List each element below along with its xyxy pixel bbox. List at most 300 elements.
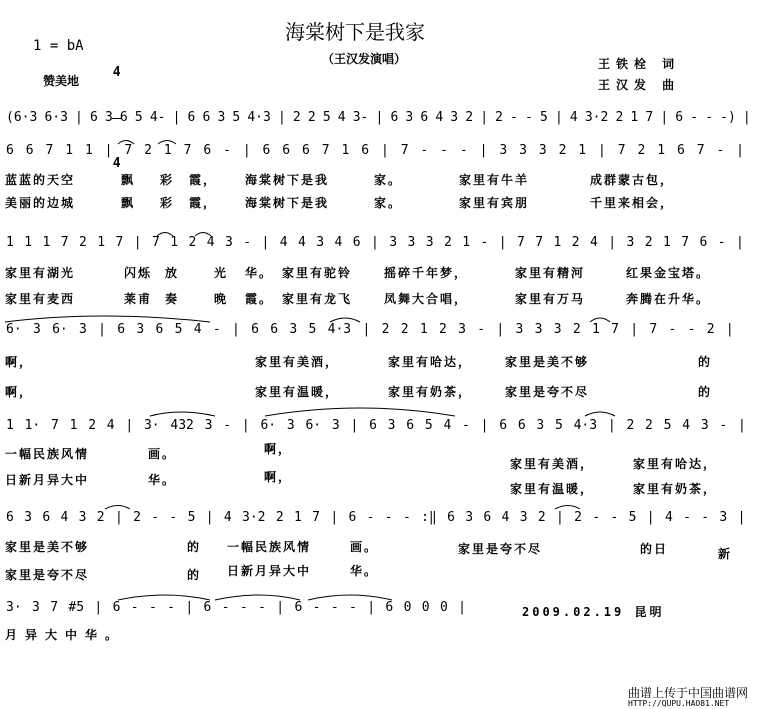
note: 6: [361, 143, 370, 158]
note: 7: [649, 322, 658, 337]
note: -: [221, 600, 230, 615]
lyric: 霞，: [189, 196, 218, 210]
note: 3: [719, 510, 728, 525]
note: 2: [645, 418, 653, 433]
barline: |: [114, 510, 123, 525]
barline: |: [362, 322, 371, 337]
note: 4: [279, 235, 288, 250]
note: 4: [298, 235, 306, 250]
note: 6: [90, 110, 98, 125]
note: 7: [400, 143, 409, 158]
note: 7: [115, 235, 124, 250]
lyric: 凤舞大合唱，: [384, 292, 469, 306]
barline: |: [630, 322, 639, 337]
lyric: 奏: [165, 292, 180, 306]
lyric: 家里有哈达，: [388, 355, 473, 369]
slur: [105, 506, 130, 510]
note: -: [592, 510, 601, 525]
slur: [150, 412, 215, 416]
barline: |: [480, 110, 489, 125]
note: -: [349, 600, 357, 615]
notation-row: [6, 235, 744, 250]
note: 2: [96, 510, 105, 525]
note: 6: [483, 510, 492, 525]
note: 3: [32, 322, 41, 337]
note: 7: [681, 235, 690, 250]
barline: |: [241, 418, 250, 433]
barline: |: [725, 322, 734, 337]
barline: |: [172, 110, 181, 125]
lyric: 海棠树下是我: [245, 196, 330, 210]
note: 3: [536, 418, 545, 433]
lyric: 家。: [374, 196, 403, 210]
note: 6: [25, 143, 34, 158]
note: 3: [700, 418, 709, 433]
note: 2: [188, 235, 197, 250]
note: 1: [97, 235, 106, 250]
notation-row: [6, 322, 734, 337]
note: 3: [626, 235, 635, 250]
lyric: 放: [165, 266, 180, 280]
note: 3: [499, 143, 508, 158]
note: -: [459, 143, 468, 158]
note: -: [683, 510, 691, 525]
note: 1: [163, 143, 172, 158]
note: 4·3: [247, 110, 271, 125]
note: -: [312, 600, 321, 615]
note: 3: [289, 322, 298, 337]
note: 3·: [143, 418, 160, 433]
note: 6·: [52, 322, 68, 337]
notation-row: [6, 143, 744, 158]
note: -: [719, 418, 728, 433]
note: 7: [696, 143, 705, 158]
note: 2: [574, 510, 582, 525]
note: 2: [615, 110, 624, 125]
note: 2: [79, 235, 87, 250]
note: 3: [79, 322, 87, 337]
barline: |: [205, 510, 214, 525]
note: -: [462, 418, 470, 433]
note: 3·2: [242, 510, 266, 525]
note: 4·3: [573, 418, 598, 433]
note: 6·: [305, 418, 322, 433]
note: -: [384, 510, 393, 525]
note: 3: [24, 510, 32, 525]
lyric: 月异大中华。: [5, 628, 126, 642]
note: 6·: [260, 418, 277, 433]
note: 5: [663, 418, 672, 433]
note: 2: [133, 510, 141, 525]
note: 2: [307, 110, 316, 125]
barline: |: [556, 510, 564, 525]
note: 5: [424, 418, 433, 433]
note: 4: [590, 235, 598, 250]
lyric: 家里是夸不尽: [505, 385, 590, 399]
notation-row: [6, 110, 751, 125]
style-marking: 赞美地: [43, 74, 80, 88]
lyric: 家里有麦西: [5, 292, 76, 306]
lyric: 晚: [214, 292, 229, 306]
note: 4: [664, 510, 673, 525]
lyric: 家里有宾朋: [459, 196, 530, 210]
note: 2: [292, 110, 301, 125]
barline: |: [375, 110, 384, 125]
note: 1: [630, 110, 639, 125]
note: 6: [420, 110, 429, 125]
note: 0: [439, 600, 448, 615]
lyric: 日新月异大中: [5, 473, 90, 487]
note: 4: [223, 510, 232, 525]
note: (6·3: [6, 110, 38, 125]
note: 1: [24, 235, 33, 250]
note: 6: [385, 600, 394, 615]
barline: |: [608, 235, 617, 250]
lyric: 家里有哈达，: [633, 457, 718, 471]
barline: |: [367, 600, 376, 615]
note: -: [510, 110, 518, 125]
lyric: 家里有精河: [515, 266, 586, 280]
note: 6·: [6, 322, 22, 337]
note: 2: [88, 418, 97, 433]
note: -: [223, 418, 232, 433]
barline: |: [496, 322, 505, 337]
note: -: [610, 510, 619, 525]
watermark-title: 曲谱上传于中国曲谱网: [628, 686, 749, 700]
lyric: 成群蒙古包，: [590, 173, 675, 187]
note: 0: [403, 600, 412, 615]
note: 2: [626, 418, 635, 433]
barline: |: [330, 510, 339, 525]
note: 3: [225, 235, 233, 250]
note: 6: [203, 600, 212, 615]
barline: |: [276, 600, 285, 615]
note: 3: [387, 418, 396, 433]
note: 4: [337, 110, 346, 125]
note: 7: [617, 143, 626, 158]
note: -: [402, 510, 411, 525]
note: 3: [217, 110, 226, 125]
note: -: [167, 600, 175, 615]
lyric: 霞。: [245, 292, 274, 306]
note: 1: [6, 418, 14, 433]
note: -: [239, 600, 248, 615]
lyric: 家里有奶茶，: [633, 482, 718, 496]
note: -: [223, 143, 231, 158]
lyric: 的日: [640, 542, 669, 556]
barline: |: [277, 110, 286, 125]
note: 6: [6, 510, 14, 525]
note: 2: [275, 510, 284, 525]
note: 3: [407, 235, 416, 250]
lyric: 家里有驼铃: [282, 266, 353, 280]
slur: [265, 408, 455, 416]
note: 1: [42, 235, 51, 250]
lyric: 家里有温暖，: [255, 385, 340, 399]
note: 6: [270, 322, 279, 337]
barline: |: [479, 143, 488, 158]
key-signature: 1 = bA: [33, 38, 84, 54]
note: 6: [282, 143, 291, 158]
barline: |: [458, 600, 466, 615]
lyric: 的: [698, 355, 713, 369]
lyric: 家里有牛羊: [459, 173, 530, 187]
song-title: 海棠树下是我家: [285, 20, 425, 44]
time-top: 4: [112, 65, 121, 80]
barline: |: [737, 510, 746, 525]
note: 7: [45, 143, 54, 158]
lyric: 画。: [148, 447, 177, 461]
note: -: [420, 143, 429, 158]
lyric: 飘: [121, 196, 136, 210]
note: 6: [406, 418, 415, 433]
note: -: [705, 110, 714, 125]
lyric: 家里是夸不尽: [458, 542, 543, 556]
note: 0: [421, 600, 430, 615]
note: 4: [501, 510, 510, 525]
note: 5: [322, 110, 331, 125]
note: 6: [6, 143, 14, 158]
barline: |: [660, 110, 669, 125]
note: 6: [447, 510, 455, 525]
lyric: 家。: [374, 173, 403, 187]
note: 6: [294, 600, 303, 615]
lyric: 彩: [160, 173, 175, 187]
note: 7: [152, 235, 160, 250]
note: 4·3: [327, 322, 352, 337]
lyric: 家里有万马: [515, 292, 586, 306]
lyric: 家里是夸不尽: [5, 568, 90, 582]
note: 1: [578, 143, 587, 158]
note: 3: [136, 322, 145, 337]
barline: |: [75, 110, 83, 125]
barline: |: [736, 143, 744, 158]
note: 7: [535, 235, 544, 250]
note: 3-: [352, 110, 369, 125]
note: 1: [69, 418, 78, 433]
note: 2: [495, 110, 503, 125]
note: 5: [555, 418, 563, 433]
note: 1: [170, 235, 179, 250]
note: 3: [553, 322, 562, 337]
note: 7: [124, 143, 133, 158]
lyric: 彩: [160, 196, 175, 210]
barline: |: [98, 322, 106, 337]
note: -: [716, 143, 725, 158]
note: -: [330, 600, 339, 615]
note: 7: [312, 510, 320, 525]
note: 6: [676, 143, 685, 158]
note: 1: [419, 322, 428, 337]
performer: （王汉发演唱）: [322, 52, 407, 66]
watermark-url: HTTP://QUPU.HAO81.NET: [628, 699, 730, 708]
note: 1·: [24, 418, 41, 433]
note: -: [130, 600, 139, 615]
lyric: 日新月异大中: [227, 564, 312, 578]
note: -: [477, 322, 486, 337]
note: 3: [405, 110, 414, 125]
note: 1: [553, 235, 562, 250]
barline: |: [350, 418, 359, 433]
note: 6: [517, 418, 526, 433]
note: 6: [251, 322, 259, 337]
note: 1: [663, 235, 671, 250]
lyric: 光: [214, 266, 229, 280]
note: 4: [435, 110, 444, 125]
note: -: [668, 322, 677, 337]
note: 2: [572, 322, 581, 337]
note: 6: [390, 110, 399, 125]
note: 1: [65, 143, 74, 158]
note: 4: [60, 510, 69, 525]
note: -: [151, 510, 160, 525]
note: 6: [499, 418, 508, 433]
lyric: 海棠树下是我: [245, 173, 330, 187]
note: -: [148, 600, 157, 615]
note: 7: [645, 110, 654, 125]
note: 432: [170, 418, 194, 433]
note: -: [687, 322, 696, 337]
lyric: 家里有龙飞: [282, 292, 353, 306]
note: -: [701, 510, 710, 525]
note: 6: [42, 510, 51, 525]
note: 2: [381, 322, 390, 337]
note: 1: [84, 143, 93, 158]
note: 3: [316, 235, 325, 250]
note: 6: [155, 322, 164, 337]
note: 6: [119, 110, 128, 125]
note: -: [717, 235, 726, 250]
note: 6: [699, 235, 708, 250]
lyric: 啊，: [264, 470, 293, 484]
note: 3·2: [584, 110, 609, 125]
note: 3·: [6, 600, 22, 615]
note: 2: [400, 322, 409, 337]
slur: [585, 412, 615, 416]
lyric: 红果金宝塔。: [626, 266, 711, 280]
lyric: 华。: [245, 266, 274, 280]
note: 7: [321, 143, 330, 158]
lyric: 华。: [350, 564, 379, 578]
note: 4: [206, 235, 215, 250]
note: 4: [106, 418, 115, 433]
note: 6: [203, 143, 212, 158]
notation-row: [6, 418, 746, 433]
lyric: 家里是美不够: [5, 540, 90, 554]
note: -: [212, 322, 221, 337]
note: 2: [644, 235, 653, 250]
note: 6: [369, 418, 377, 433]
note: #5: [68, 600, 85, 615]
note: 7: [50, 600, 59, 615]
note: 6: [302, 143, 310, 158]
lyric: 千里来相会，: [590, 196, 675, 210]
lyric: 的: [698, 385, 713, 399]
lyric: 家里有美酒，: [510, 457, 595, 471]
note: 2: [706, 322, 715, 337]
note: 2: [637, 143, 646, 158]
barline: |: [598, 143, 606, 158]
lyric: 闪烁: [124, 266, 153, 280]
note: 3: [519, 143, 527, 158]
barline: |: [242, 143, 251, 158]
note: 1: [341, 143, 350, 158]
note: 5: [187, 510, 196, 525]
lyric: 画。: [350, 540, 379, 554]
barline: |: [380, 143, 389, 158]
lyric: 霞，: [189, 173, 218, 187]
lyric: 啊，: [5, 385, 34, 399]
composer: 王汉发 曲: [598, 78, 681, 92]
note: -: [258, 600, 266, 615]
slur: [555, 506, 580, 510]
time-bottom: 4: [112, 156, 121, 171]
barline: |: [742, 110, 751, 125]
note: 6: [352, 235, 361, 250]
note: 7: [60, 235, 69, 250]
date-place: 2009.02.19 昆明: [522, 605, 665, 619]
lyric: 啊，: [264, 442, 293, 456]
lyricist: 王铁栓 词: [598, 57, 681, 71]
lyric: 的: [187, 568, 202, 582]
note: 7: [517, 235, 525, 250]
lyric: 啊，: [5, 355, 34, 369]
barline: |: [738, 418, 746, 433]
lyric: 蓝蓝的天空: [5, 173, 76, 187]
note: 1: [591, 322, 600, 337]
barline: |: [94, 600, 103, 615]
note: 3: [331, 418, 340, 433]
note: 3: [78, 510, 87, 525]
note: 5: [308, 322, 317, 337]
note: 2: [537, 510, 546, 525]
lyric: 飘: [121, 173, 136, 187]
note: 4: [443, 418, 452, 433]
note: 2: [438, 322, 447, 337]
note: 3: [204, 418, 213, 433]
note: 6: [348, 510, 357, 525]
note: 6: [202, 110, 211, 125]
lyric: 家里有温暖，: [510, 482, 595, 496]
note: 4-: [149, 110, 166, 125]
note: -: [690, 110, 699, 125]
note: 6: [187, 110, 196, 125]
lyric: 一幅民族风情: [227, 540, 312, 554]
note: 5: [174, 322, 183, 337]
note: 2: [558, 143, 567, 158]
barline: |: [133, 235, 142, 250]
note: 5: [540, 110, 548, 125]
note: 5: [134, 110, 143, 125]
note: 4: [569, 110, 578, 125]
barline: |: [185, 600, 194, 615]
lyric: 家里有奶茶，: [388, 385, 473, 399]
note: -: [243, 235, 252, 250]
note: 1: [294, 510, 302, 525]
note: 3: [450, 110, 459, 125]
note: -: [480, 235, 489, 250]
note: -): [720, 110, 736, 125]
note: 6·3: [44, 110, 68, 125]
lyric: 新: [718, 547, 733, 561]
note: -: [366, 510, 375, 525]
note: 6: [112, 600, 121, 615]
lyric: 摇碎千年梦，: [384, 266, 469, 280]
barline: |: [736, 235, 744, 250]
note: -: [525, 110, 533, 125]
note: 3: [425, 235, 434, 250]
note: 6: [262, 143, 271, 158]
